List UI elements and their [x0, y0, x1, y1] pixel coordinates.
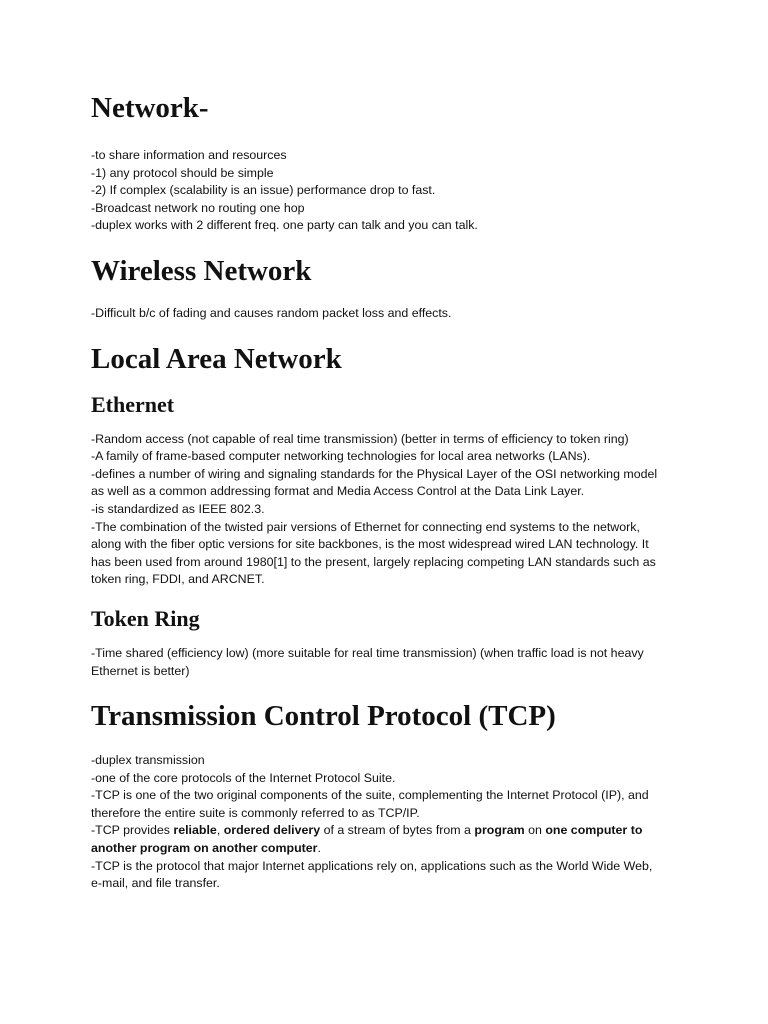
text-line: -1) any protocol should be simple: [91, 165, 274, 180]
text-line: -duplex works with 2 different freq. one party can talk and you can talk.: [91, 218, 478, 233]
text-line: -TCP is the protocol that major Internet applications rely on, applications such as the World Wide Web,: [91, 858, 653, 873]
text-line: -defines a number of wiring and signaling standards for the Physical Layer of the OSI networking model: [91, 466, 658, 481]
heading-tcp: Transmission Control Protocol (TCP): [91, 700, 556, 733]
heading-token-ring: Token Ring: [91, 605, 200, 631]
text-run: of a stream of bytes from a: [320, 823, 475, 838]
tcp-rich-paragraph: [91, 822, 681, 857]
text-line: -A family of frame-based computer networking technologies for local area networks (LANs).: [91, 449, 591, 464]
heading-local-area-network: Local Area Network: [91, 342, 342, 375]
heading-wireless-network: Wireless Network: [91, 254, 312, 287]
text-line: -Difficult b/c of fading and causes random packet loss and effects.: [91, 305, 452, 320]
text-line: -2) If complex (scalability is an issue) performance drop to fast.: [91, 183, 436, 198]
text-line: -duplex transmission: [91, 753, 205, 768]
text-run: -TCP provides: [91, 823, 174, 838]
text-line: -is standardized as IEEE 802.3.: [91, 501, 265, 516]
text-run: .: [317, 841, 321, 856]
text-line: -to share information and resources: [91, 148, 287, 162]
bold-run: one computer to another program on another computer: [91, 823, 643, 856]
heading-network: Network-: [91, 92, 209, 124]
bold-run: program: [474, 823, 525, 838]
text-line: token ring, FDDI, and ARCNET.: [91, 572, 265, 587]
text-line: has been used from around 1980[1] to the present, largely replacing competing LAN standards such as: [91, 554, 656, 569]
text-line: -Time shared (efficiency low) (more suitable for real time transmission) (when traffic load is not heavy: [91, 645, 644, 660]
text-run: ,: [216, 823, 224, 838]
text-line: -TCP is one of the two original components of the suite, complementing the Internet Protocol (IP), and: [91, 788, 649, 803]
text-line: -one of the core protocols of the Internet Protocol Suite.: [91, 770, 396, 785]
text-line: e-mail, and file transfer.: [91, 876, 220, 891]
text-line: -The combination of the twisted pair versions of Ethernet for connecting end systems to the network,: [91, 519, 640, 534]
text-line: as well as a common addressing format and Media Access Control at the Data Link Layer.: [91, 484, 585, 499]
text-line: along with the fiber optic versions for site backbones, is the most widespread wired LAN technology. It: [91, 537, 649, 552]
bold-run: reliable: [173, 823, 217, 838]
bold-run: ordered delivery: [223, 823, 321, 838]
text-line: Ethernet is better): [91, 663, 190, 678]
text-line: -Random access (not capable of real time transmission) (better in terms of efficiency to token ring): [91, 431, 629, 446]
text-line: -Broadcast network no routing one hop: [91, 200, 305, 215]
text-line: therefore the entire suite is commonly referred to as TCP/IP.: [91, 805, 420, 820]
text-run: on: [524, 823, 546, 838]
heading-ethernet: Ethernet: [91, 391, 175, 417]
document-content: [91, 90, 681, 893]
